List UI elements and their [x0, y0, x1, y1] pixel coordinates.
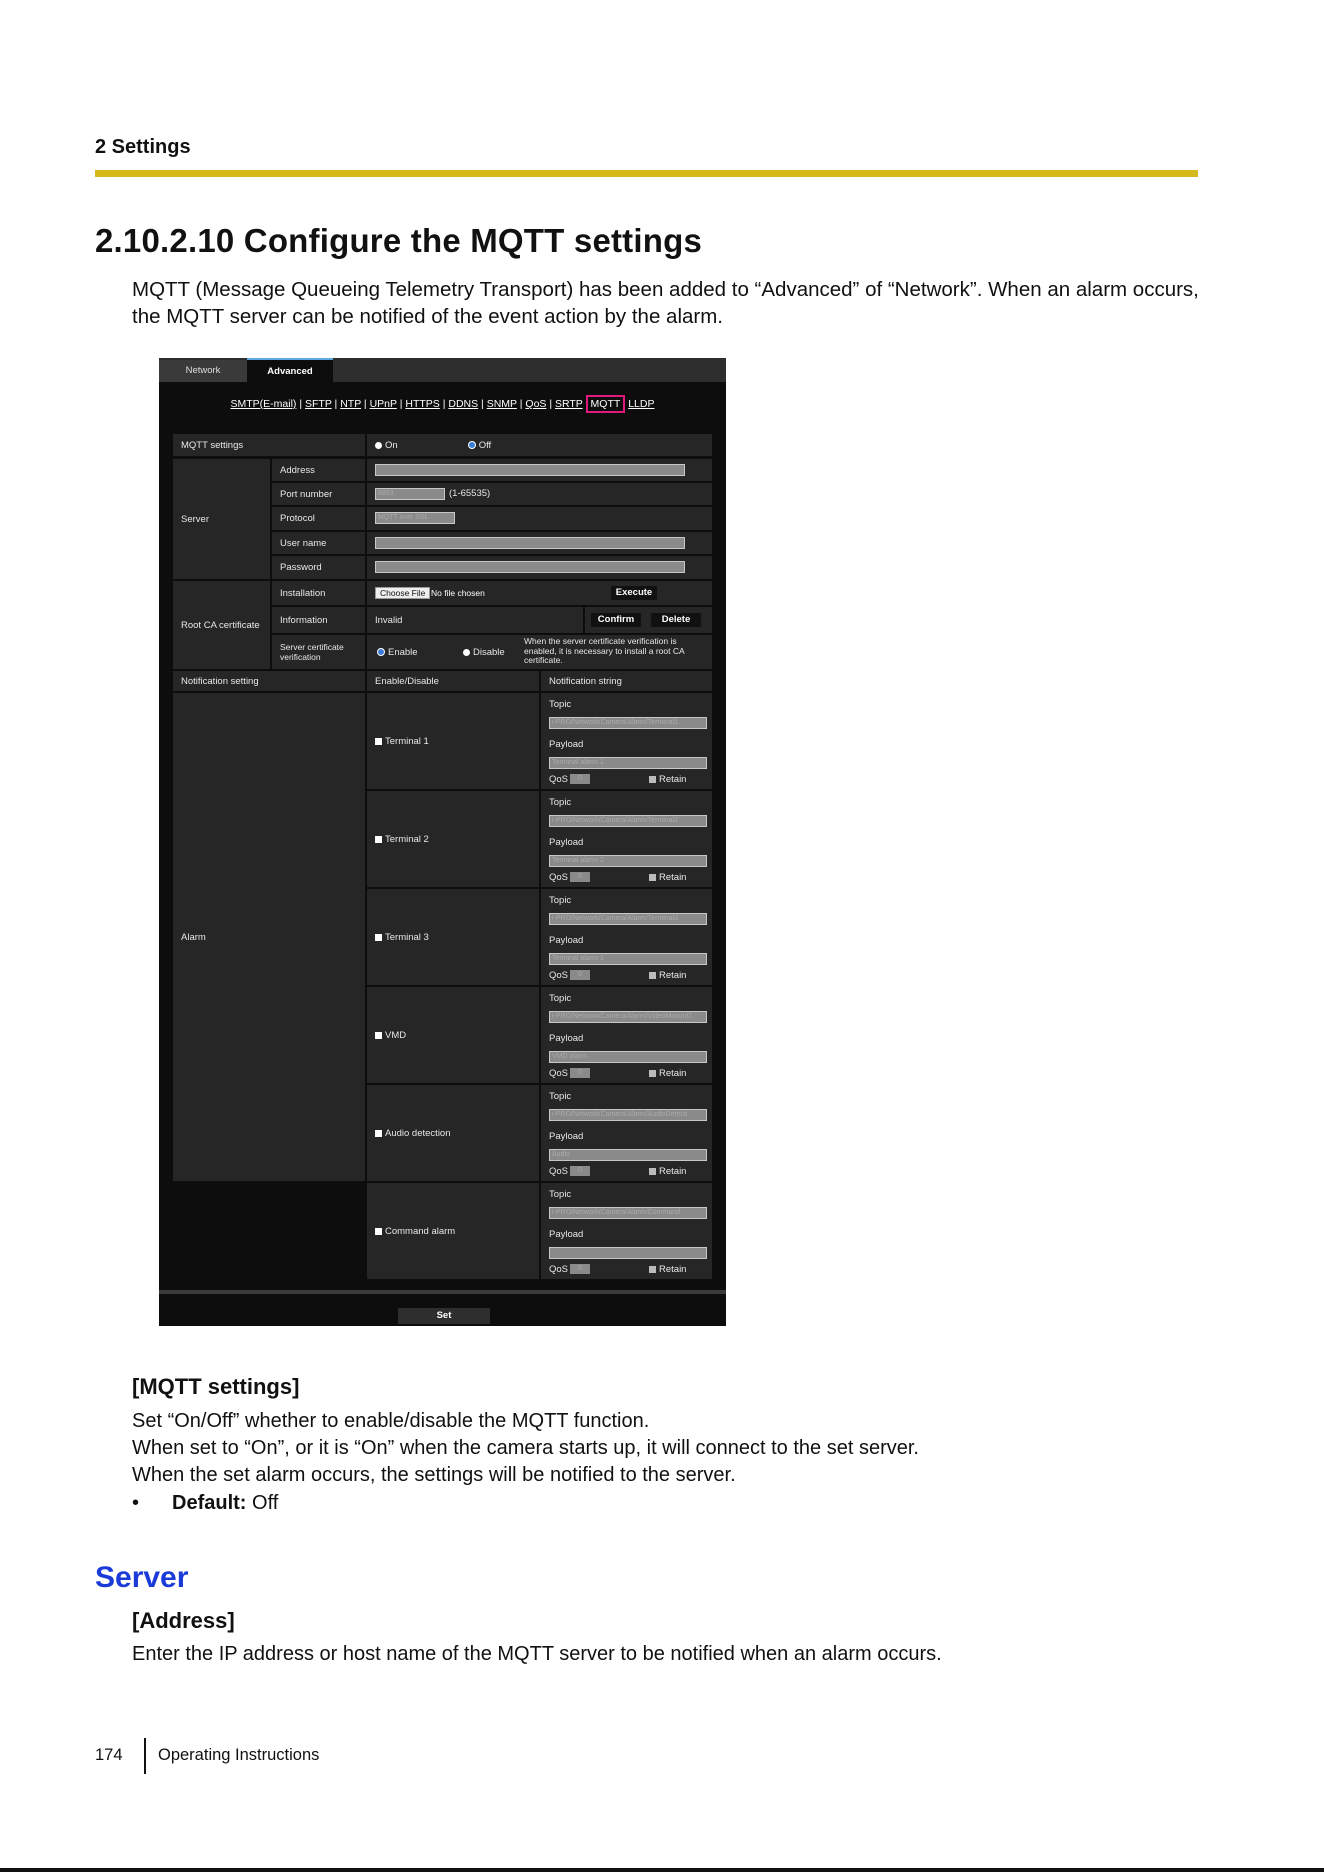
qos-label	[549, 1068, 590, 1079]
radio-enable[interactable]	[377, 648, 385, 656]
protocol-select[interactable]: MQTT over SSL	[375, 512, 455, 524]
mqtt-line-2: When set to “On”, or it is “On” when the camera starts up, it will connect to the set server.	[132, 1437, 919, 1459]
bullet-icon: •	[132, 1492, 140, 1514]
topic-input[interactable]: i-PRO/Network/Camera/Alarm/Terminal2	[549, 815, 707, 827]
enable-label: Enable	[388, 647, 418, 658]
enable-disable-header: Enable/Disable	[367, 671, 539, 691]
payload-label: Payload	[549, 1033, 584, 1044]
retain-field	[649, 1166, 686, 1177]
payload-label: Payload	[549, 935, 584, 946]
address-input[interactable]	[375, 464, 685, 476]
qos-text: QoS	[549, 970, 569, 981]
header-rule	[95, 170, 1198, 177]
link-https[interactable]: HTTPS	[405, 398, 440, 410]
username-label: User name	[272, 532, 365, 554]
qos-label	[549, 872, 590, 883]
topic-label: Topic	[549, 699, 572, 710]
topic-input[interactable]: i-PRO/Network/Camera/Alarm/Command	[549, 1207, 707, 1219]
information-label: Information	[272, 607, 365, 633]
port-input[interactable]: 8883	[375, 488, 445, 500]
payload-input[interactable]	[549, 1247, 707, 1259]
topic-label: Topic	[549, 993, 572, 1004]
retain-checkbox[interactable]	[649, 776, 656, 783]
retain-field	[649, 970, 686, 981]
verification-label: Server certificate verification	[272, 635, 365, 669]
default-value: Off	[252, 1492, 279, 1514]
server-heading: Server	[95, 1561, 189, 1594]
alarm-string-cell	[541, 693, 712, 789]
payload-input[interactable]: VMD alarm	[549, 1051, 707, 1063]
root-ca-label: Root CA certificate	[173, 581, 270, 669]
verification-note: When the server certificate verification is enabled, it is necessary to install a root CA certificate.	[524, 636, 685, 665]
retain-field	[649, 1264, 686, 1275]
payload-label: Payload	[549, 1131, 584, 1142]
protocol-label: Protocol	[272, 507, 365, 530]
enable-checkbox[interactable]	[375, 1228, 382, 1235]
alarm-source-name: Terminal 2	[385, 833, 429, 845]
retain-label: Retain	[659, 970, 687, 981]
tab-advanced[interactable]: Advanced	[247, 358, 333, 384]
topic-label: Topic	[549, 1091, 572, 1102]
link-srtp[interactable]: SRTP	[555, 398, 583, 410]
mqtt-settings-label: MQTT settings	[173, 434, 365, 456]
payload-label: Payload	[549, 739, 584, 750]
radio-on-label: On	[385, 439, 398, 451]
alarm-source-name: Audio detection	[385, 1127, 451, 1139]
page-number: 174	[95, 1746, 123, 1764]
section-header: 2 Settings	[95, 136, 191, 158]
alarm-enable-cell	[367, 1183, 539, 1279]
link-smtp[interactable]: SMTP(E-mail)	[230, 398, 297, 410]
tab-bar	[159, 358, 726, 382]
qos-select[interactable]: 0	[570, 872, 590, 882]
sub-menu-links: SMTP(E-mail) | SFTP | NTP | UPnP | HTTPS | DDNS | SNMP | QoS | SRTP MQTT LLDP	[159, 398, 726, 410]
username-input[interactable]	[375, 537, 685, 549]
qos-text: QoS	[549, 872, 569, 883]
link-mqtt[interactable]: MQTT	[586, 395, 626, 413]
password-input[interactable]	[375, 561, 685, 573]
link-lldp[interactable]: LLDP	[628, 398, 655, 410]
link-sftp[interactable]: SFTP	[304, 398, 332, 410]
address-heading: [Address]	[132, 1608, 235, 1633]
enable-checkbox[interactable]	[375, 934, 382, 941]
radio-on[interactable]	[375, 442, 382, 449]
address-label: Address	[272, 459, 365, 481]
payload-input[interactable]: Terminal alarm 3	[549, 953, 707, 965]
payload-input[interactable]: Terminal alarm 1	[549, 757, 707, 769]
enable-checkbox[interactable]	[375, 1130, 382, 1137]
delete-button[interactable]: Delete	[651, 613, 701, 627]
alarm-enable-cell	[367, 987, 539, 1083]
server-label: Server	[173, 459, 270, 579]
alarm-string-cell	[541, 791, 712, 887]
tab-network[interactable]: Network	[159, 360, 247, 382]
execute-button[interactable]: Execute	[611, 586, 657, 600]
footer-divider	[144, 1738, 146, 1774]
retain-checkbox[interactable]	[649, 1168, 656, 1175]
alarm-label: Alarm	[173, 693, 365, 1181]
radio-off-label: Off	[478, 439, 492, 451]
confirm-button[interactable]: Confirm	[591, 613, 641, 627]
alarm-string-cell	[541, 889, 712, 985]
settings-screenshot	[159, 358, 726, 1326]
qos-select[interactable]: 0	[570, 1166, 590, 1176]
default-bullet	[132, 1490, 278, 1517]
enable-checkbox[interactable]	[375, 738, 382, 745]
link-ntp[interactable]: NTP	[340, 398, 362, 410]
retain-field	[649, 1068, 686, 1079]
divider	[159, 1290, 726, 1294]
alarm-source-name: Terminal 1	[385, 735, 429, 747]
page-bottom-bar	[0, 1868, 1324, 1872]
mqtt-settings-heading: [MQTT settings]	[132, 1374, 300, 1399]
intro-paragraph: MQTT (Message Queueing Telemetry Transport) has been added to “Advanced” of “Network”. When an alarm occurs, the MQTT server can be notified of the event action by the alarm.	[132, 278, 1199, 328]
retain-label: Retain	[659, 1068, 687, 1079]
mqtt-line-1: Set “On/Off” whether to enable/disable the MQTT function.	[132, 1410, 650, 1432]
port-range: (1-65535)	[449, 488, 491, 499]
qos-select[interactable]: 0	[570, 1264, 590, 1274]
topic-input[interactable]: i-PRO/Network/Camera/Alarm/Terminal3	[549, 913, 707, 925]
retain-checkbox[interactable]	[649, 1266, 656, 1273]
alarm-enable-cell	[367, 889, 539, 985]
alarm-string-cell	[541, 1085, 712, 1181]
mqtt-line-3: When the set alarm occurs, the settings will be notified to the server.	[132, 1464, 736, 1486]
qos-text: QoS	[549, 1264, 569, 1275]
topic-input[interactable]: i-PRO/Network/Camera/Alarm/VideoMotionD	[549, 1011, 707, 1023]
address-text: Enter the IP address or host name of the MQTT server to be notified when an alarm occurs.	[132, 1643, 942, 1665]
qos-text: QoS	[549, 1068, 569, 1079]
link-snmp[interactable]: SNMP	[486, 398, 517, 410]
qos-label	[549, 1166, 590, 1177]
footer-doc-title: Operating Instructions	[158, 1746, 320, 1764]
link-upnp[interactable]: UPnP	[369, 398, 397, 410]
topic-label: Topic	[549, 895, 572, 906]
qos-label	[549, 1264, 590, 1275]
mqtt-settings-radios	[367, 434, 712, 456]
notification-string-header: Notification string	[541, 671, 712, 691]
retain-label: Retain	[659, 872, 687, 883]
retain-checkbox[interactable]	[649, 874, 656, 881]
notification-setting-label: Notification setting	[173, 671, 365, 691]
alarm-enable-cell	[367, 791, 539, 887]
link-qos[interactable]: QoS	[525, 398, 547, 410]
topic-label: Topic	[549, 797, 572, 808]
payload-input[interactable]: Terminal alarm 2	[549, 855, 707, 867]
enable-checkbox[interactable]	[375, 836, 382, 843]
set-button[interactable]: Set	[398, 1308, 490, 1324]
info-value: Invalid	[367, 607, 583, 633]
default-label: Default:	[172, 1492, 247, 1514]
alarm-source-name: Command alarm	[385, 1225, 456, 1237]
retain-checkbox[interactable]	[649, 1070, 656, 1077]
alarm-enable-cell	[367, 693, 539, 789]
qos-select[interactable]: 0	[570, 774, 590, 784]
no-file-text: No file chosen	[431, 588, 485, 598]
alarm-source-name: Terminal 3	[385, 931, 429, 943]
alarm-source-name: VMD	[385, 1029, 407, 1041]
topic-input[interactable]: i-PRO/Network/Camera/Alarm/AudioDetecti	[549, 1109, 707, 1121]
qos-select[interactable]: 0	[570, 1068, 590, 1078]
retain-field	[649, 774, 686, 785]
retain-label: Retain	[659, 1166, 687, 1177]
qos-select[interactable]: 0	[570, 970, 590, 980]
retain-field	[649, 872, 686, 883]
qos-text: QoS	[549, 774, 569, 785]
radio-off[interactable]	[468, 441, 476, 449]
alarm-string-cell	[541, 1183, 712, 1279]
payload-input[interactable]: Audio	[549, 1149, 707, 1161]
port-label: Port number	[272, 483, 365, 505]
password-label: Password	[272, 556, 365, 579]
disable-label: Disable	[473, 647, 505, 658]
payload-label: Payload	[549, 1229, 584, 1240]
topic-input[interactable]: i-PRO/Network/Camera/Alarm/Terminal1	[549, 717, 707, 729]
link-ddns[interactable]: DDNS	[448, 398, 479, 410]
alarm-enable-cell	[367, 1085, 539, 1181]
payload-label: Payload	[549, 837, 584, 848]
retain-label: Retain	[659, 1264, 687, 1275]
qos-text: QoS	[549, 1166, 569, 1177]
installation-label: Installation	[272, 581, 365, 605]
topic-label: Topic	[549, 1189, 572, 1200]
qos-label	[549, 970, 590, 981]
qos-label	[549, 774, 590, 785]
retain-checkbox[interactable]	[649, 972, 656, 979]
enable-checkbox[interactable]	[375, 1032, 382, 1039]
radio-disable[interactable]	[463, 649, 470, 656]
choose-file-button[interactable]: Choose File	[375, 587, 430, 599]
page-title: 2.10.2.10 Configure the MQTT settings	[95, 222, 703, 259]
alarm-string-cell	[541, 987, 712, 1083]
retain-label: Retain	[659, 774, 687, 785]
